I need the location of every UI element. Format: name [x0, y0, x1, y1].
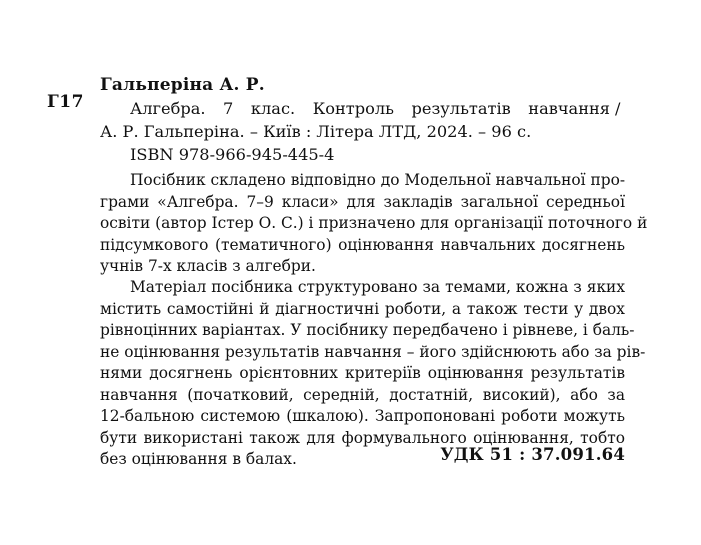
text-line: без оцінювання в балах. — [100, 450, 297, 468]
bibliography-slash: / — [615, 99, 621, 118]
text-line: учнів 7-х класів з алгебри. — [100, 257, 316, 275]
text-line: Посібник складено відповідно до Модельної навчальної про- — [130, 171, 626, 189]
text-line: нями досягнень орієнтовних критеріїв оцінювання результатів — [100, 364, 625, 382]
text-line: Матеріал посібника структуровано за темами, кожна з яких — [130, 278, 625, 296]
text-line: підсумкового (тематичного) оцінювання навчальних досягнень — [100, 235, 625, 254]
text-line: містить самостійні й діагностичні роботи, а також тести у двох — [100, 299, 625, 318]
abstract-paragraph-1 — [100, 170, 648, 278]
catalog-code: Г17 — [47, 92, 84, 112]
text-line: не оцінювання результатів навчання – його здійснюють або за рів- — [100, 342, 646, 361]
text-line: бути використані також для формувального оцінювання, тобто — [100, 428, 625, 447]
text-line: грами «Алгебра. 7–9 класи» для закладів загальної середньої — [100, 192, 625, 211]
abstract-paragraph-2 — [100, 277, 646, 471]
text-line: рівноцінних варіантах. У посібнику передбачено і рівневе, і баль- — [100, 321, 635, 339]
udc-code: УДК 51 : 37.091.64 — [440, 445, 625, 464]
text-line: освіти (автор Істер О. С.) і призначено для організації поточного й — [100, 214, 648, 232]
bibliography-publication-line: А. Р. Гальперіна. – Київ : Літера ЛТД, 2024. – 96 с. — [100, 122, 532, 141]
author-heading: Гальперіна А. Р. — [100, 75, 265, 95]
text-line: навчання (початковий, середній, достатній, високий), або за — [100, 385, 625, 404]
bibliography-title-line: Алгебра. 7 клас. Контроль результатів навчання — [130, 99, 610, 118]
text-line: 12-бальною системою (шкалою). Запропоновані роботи можуть — [100, 407, 625, 425]
isbn: ISBN 978-966-945-445-4 — [130, 145, 335, 164]
